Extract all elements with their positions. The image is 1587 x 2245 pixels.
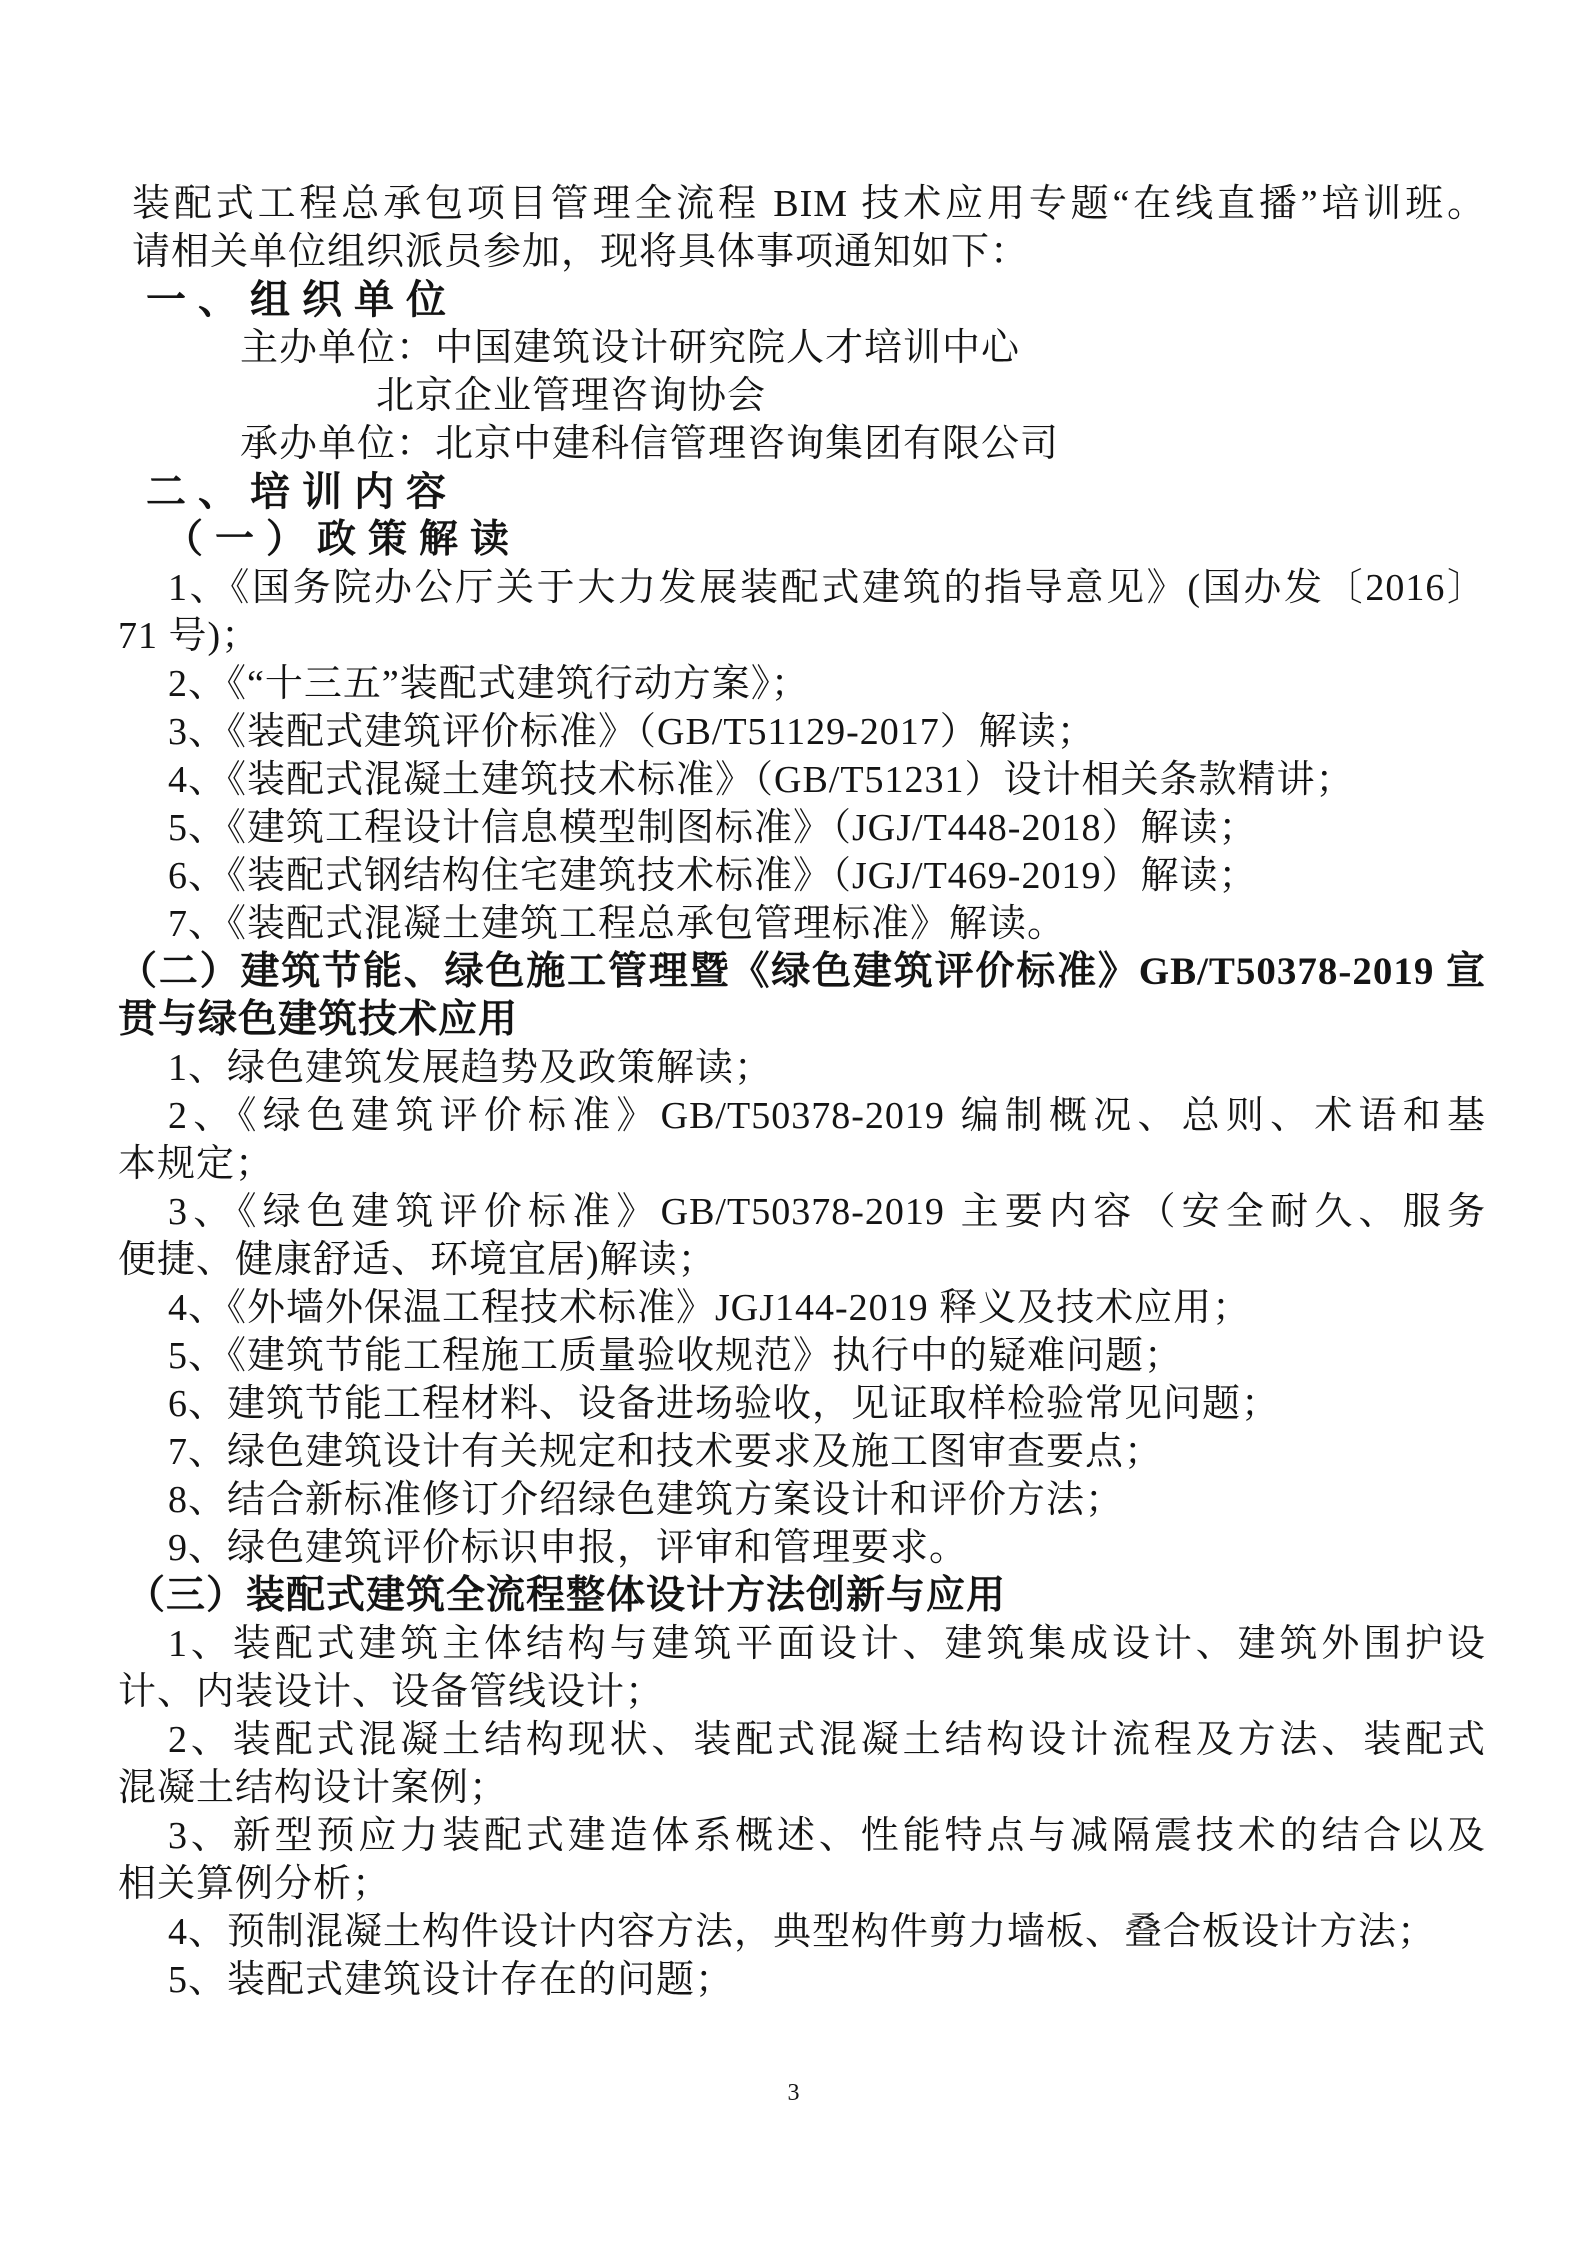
part2-heading-line-2: 贯与绿色建筑技术应用	[118, 998, 519, 1041]
section-training-heading: 二、培训内容	[146, 469, 458, 514]
part2-item-2-line-2: 本规定；	[118, 1143, 275, 1185]
page-number: 3	[787, 2080, 800, 2106]
part1-item-3: 3、《装配式建筑评价标准》（GB/T51129-2017）解读；	[168, 711, 1096, 753]
document-body	[118, 180, 1486, 2004]
part2-item-3-line-1: 3、《绿色建筑评价标准》GB/T50378-2019 主要内容（安全耐久、服务	[168, 1191, 1486, 1233]
part3-item-5: 5、装配式建筑设计存在的问题；	[168, 1959, 735, 2001]
intro-line-1: 装配式工程总承包项目管理全流程 BIM 技术应用专题“在线直播”培训班。	[132, 183, 1486, 225]
part3-item-2-line-2: 混凝土结构设计案例；	[118, 1767, 509, 1809]
intro-line-2: 请相关单位组织派员参加，现将具体事项通知如下：	[132, 231, 1030, 273]
part2-item-4: 4、《外墙外保温工程技术标准》JGJ144-2019 释义及技术应用；	[168, 1287, 1252, 1329]
part2-item-5: 5、《建筑节能工程施工质量验收规范》执行中的疑难问题；	[168, 1335, 1184, 1377]
part1-item-6: 6、《装配式钢结构住宅建筑技术标准》（JGJ/T469-2019）解读；	[168, 855, 1258, 897]
part1-item-1-line-2: 71 号)；	[118, 615, 261, 657]
part1-item-5: 5、《建筑工程设计信息模型制图标准》（JGJ/T448-2018）解读；	[168, 807, 1258, 849]
host-unit-line: 主办单位：中国建筑设计研究院人才培训中心	[240, 327, 1021, 369]
part2-heading-line-1: （二）建筑节能、绿色施工管理暨《绿色建筑评价标准》GB/T50378-2019 宣	[118, 950, 1486, 993]
part2-item-1: 1、绿色建筑发展趋势及政策解读；	[168, 1047, 774, 1089]
undertaker-line: 承办单位：北京中建科信管理咨询集团有限公司	[240, 423, 1060, 465]
part2-item-8: 8、结合新标准修订介绍绿色建筑方案设计和评价方法；	[168, 1479, 1125, 1521]
part1-item-7: 7、《装配式混凝土建筑工程总承包管理标准》解读。	[168, 903, 1067, 945]
part2-item-3-line-2: 便捷、健康舒适、环境宜居)解读；	[118, 1239, 717, 1281]
part1-heading: （一）政策解读	[164, 518, 522, 561]
section-org-heading: 一、组织单位	[146, 277, 458, 322]
part2-item-7: 7、绿色建筑设计有关规定和技术要求及施工图审查要点；	[168, 1431, 1164, 1473]
part1-item-2: 2、《“十三五”装配式建筑行动方案》；	[168, 663, 810, 705]
part3-item-4: 4、预制混凝土构件设计内容方法，典型构件剪力墙板、叠合板设计方法；	[168, 1911, 1437, 1953]
part1-item-1-line-1: 1、《国务院办公厅关于大力发展装配式建筑的指导意见》(国办发〔2016〕	[168, 567, 1486, 609]
part2-item-9: 9、绿色建筑评价标识申报，评审和管理要求。	[168, 1527, 969, 1569]
part3-item-3-line-2: 相关算例分析；	[118, 1863, 392, 1905]
part2-item-2-line-1: 2、《绿色建筑评价标准》GB/T50378-2019 编制概况、总则、术语和基	[168, 1095, 1486, 1137]
host-unit-line-2: 北京企业管理咨询协会	[376, 375, 767, 417]
part2-item-6: 6、建筑节能工程材料、设备进场验收，见证取样检验常见问题；	[168, 1383, 1281, 1425]
part3-item-3-line-1: 3、新型预应力装配式建造体系概述、性能特点与减隔震技术的结合以及	[168, 1815, 1486, 1857]
part3-item-2-line-1: 2、装配式混凝土结构现状、装配式混凝土结构设计流程及方法、装配式	[168, 1719, 1486, 1761]
part1-item-4: 4、《装配式混凝土建筑技术标准》（GB/T51231）设计相关条款精讲；	[168, 759, 1355, 801]
part3-item-1-line-1: 1、装配式建筑主体结构与建筑平面设计、建筑集成设计、建筑外围护设	[168, 1623, 1486, 1665]
part3-item-1-line-2: 计、内装设计、设备管线设计；	[118, 1671, 665, 1713]
part3-heading: （三）装配式建筑全流程整体设计方法创新与应用	[126, 1574, 1007, 1617]
